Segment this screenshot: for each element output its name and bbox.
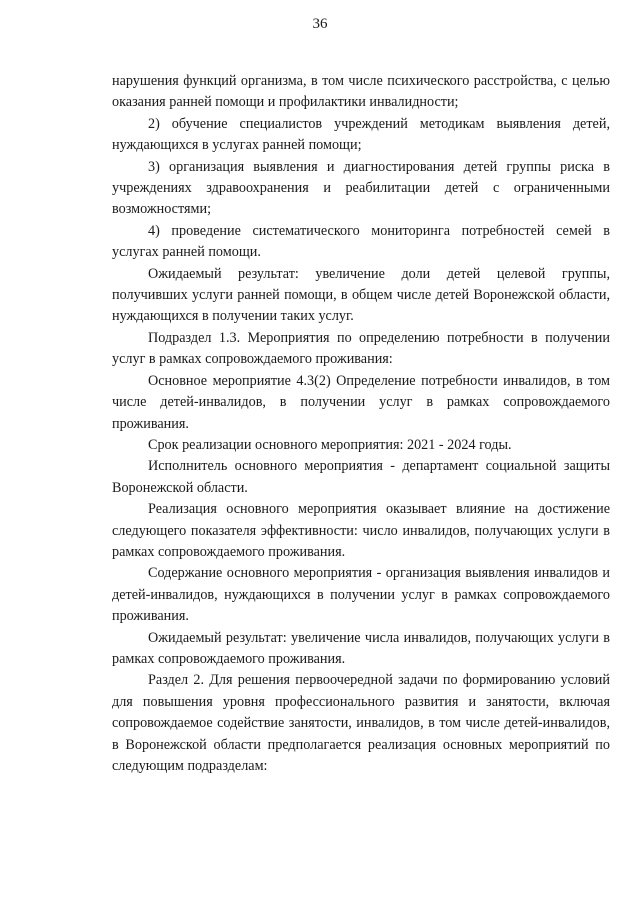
paragraph-subsection-1-3: Подраздел 1.3. Мероприятия по определению потребности в получении услуг в рамках сопровождаемого проживания: (112, 329, 610, 368)
paragraph-section-2: Раздел 2. Для решения первоочередной задачи по формированию условий для повышения уровня профессионального развития и занятости, включая сопровождаемое содействие занятости, инвалидов, в том числе детей-инвалидов, в Воронежской области предполагается реализация основных мероприятий по следующим подразделам: (112, 672, 610, 774)
paragraph-list-item-4: 4) проведение систематического мониторинга потребностей семей в услугах ранней помощи. (112, 222, 610, 261)
paragraph-implementation-period: Срок реализации основного мероприятия: 2021 - 2024 годы. (148, 436, 512, 453)
paragraph-measure-content: Содержание основного мероприятия - организация выявления инвалидов и детей-инвалидов, нуждающихся в получении услуг в рамках сопровождаемого проживания. (112, 565, 610, 625)
paragraph-executor: Исполнитель основного мероприятия - департамент социальной защиты Воронежской области. (112, 458, 610, 496)
paragraph-main-measure: Основное мероприятие 4.3(2) Определение потребности инвалидов, в том числе детей-инвалидов, в получении услуг в рамках сопровождаемого проживания. (112, 372, 610, 432)
paragraph-continuation: нарушения функций организма, в том числе психического расстройства, с целью оказания ранней помощи и профилактики инвалидности; (112, 73, 610, 111)
page-number: 36 (312, 16, 328, 32)
paragraph-list-item-3: 3) организация выявления и диагностирования детей группы риска в учреждениях здравоохранения и реабилитации детей с ограниченными возможностями; (112, 158, 610, 218)
paragraph-expected-result-2: Ожидаемый результат: увеличение числа инвалидов, получающих услуги в рамках сопровождаемого проживания. (112, 629, 610, 667)
document-body (112, 71, 610, 777)
paragraph-list-item-2: 2) обучение специалистов учреждений методикам выявления детей, нуждающихся в услугах ранней помощи; (112, 115, 610, 154)
paragraph-expected-result-1: Ожидаемый результат: увеличение доли детей целевой группы, получивших услуги ранней помощи, в общем числе детей Воронежской области, нуждающихся в получении таких услуг. (112, 265, 610, 325)
paragraph-efficiency-indicator: Реализация основного мероприятия оказывает влияние на достижение следующего показателя эффективности: число инвалидов, получающих услуги в рамках сопровождаемого проживания. (112, 501, 610, 560)
